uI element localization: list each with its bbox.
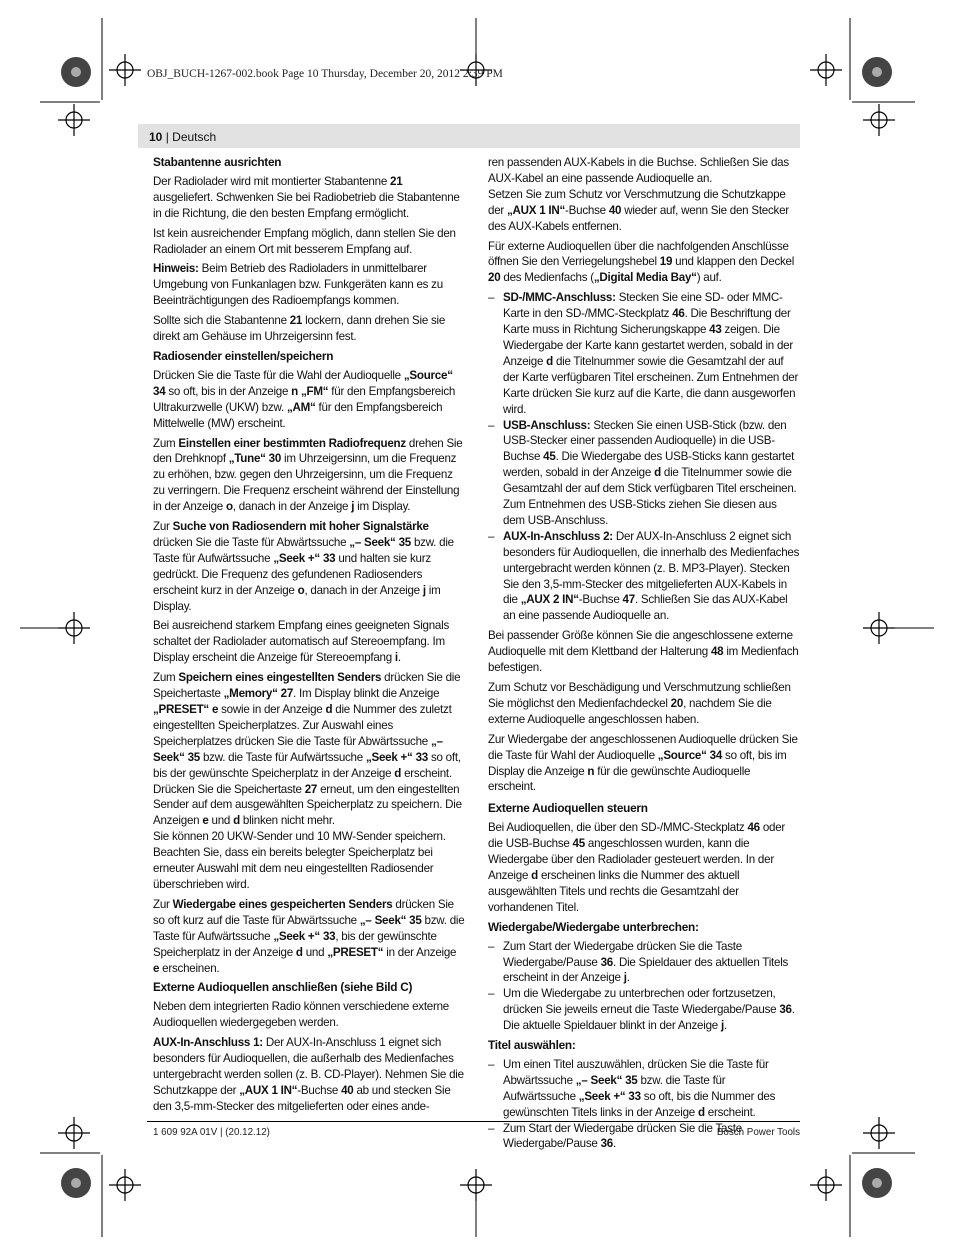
right-column — [488, 155, 800, 1156]
footer-right: Bosch Power Tools — [716, 1127, 800, 1138]
section-heading: Stabantenne ausrichten — [153, 155, 282, 169]
footer-rule — [147, 1121, 800, 1122]
list-item: – Zum Start der Wiedergabe drücken Sie die Taste Wiedergabe/Pause 36. — [488, 1121, 800, 1153]
list-item: – AUX-In-Anschluss 2: Der AUX-In-Anschluss 2 eignet sich besonders für Audioquellen, die innerhalb des Medienfaches untergebracht werden können (z. B. MP3-Player). Stecken Sie den 3,5-mm-Stecker des mitgelieferten AUX-Kabels in die „AUX 2 IN“-Buchse 47. Schließen Sie das AUX-Kabel an eine passende Audioquelle an. — [488, 529, 800, 624]
section-heading: Radiosender einstellen/speichern — [153, 348, 334, 363]
list-item: – USB-Anschluss: Stecken Sie einen USB-Stick (bzw. den USB-Stecker einer passenden Audioquelle) in die USB-Buchse 45. Die Wiedergabe des USB-Sticks kann gestartet werden, sobald in der Anzeige d die Titelnummer sowie die Gesamtzahl der auf dem Stick verfügbaren Titel erscheinen. Zum Entnehmen des USB-Sticks ziehen Sie diesen aus dem USB-Anschluss. — [488, 418, 800, 529]
page-header: 10 | Deutsch — [149, 130, 217, 144]
paragraph: Ist kein ausreichender Empfang möglich, dann stellen Sie den Radiolader an einem Ort mit besserem Empfang auf. — [153, 226, 456, 256]
list-item: – Um die Wiedergabe zu unterbrechen oder fortzusetzen, drücken Sie jeweils erneut die Taste Wiedergabe/Pause 36. Die aktuelle Spieldauer blinkt in der Anzeige j. — [488, 986, 800, 1034]
paragraph: Bei ausreichend starkem Empfang eines geeigneten Signals schaltet der Radiolader automatisch auf Stereoempfang. Im Display erscheint die Anzeige für Stereoempfang i. — [153, 619, 450, 665]
paragraph: Zum Speichern eines eingestellten Senders drücken Sie die Speichertaste „Memory“ 27. Im Display blinkt die Anzeige „PRESET“ e sowie in der Anzeige d die Nummer des zuletzt eingestellten Speicherplatzes. Zur Auswahl eines Speicherplatzes drücken Sie die Taste für Abwärtssuche „– Seek“ 35 bzw. die Taste für Aufwärtssuche „Seek +“ 33 so oft, bis der gewünschte Speicherplatz in der Anzeige d erscheint. Drücken Sie die Speichertaste 27 erneut, um den eingestellten Sender auf dem ausgewählten Speicherplatz zu speichern. Die Anzeigen e und d blinken nicht mehr. Sie können 20 UKW-Sender und 10 MW-Sender speichern. Beachten Sie, dass ein bereits belegter Speicherplatz bei erneuter Auswahl mit dem neu eingestellten Radiosender überschrieben wird. — [153, 671, 462, 891]
list-item: – Zum Start der Wiedergabe drücken Sie die Taste Wiedergabe/Pause 36. Die Spieldauer des aktuellen Titels erscheint in der Anzeige j. — [488, 939, 800, 987]
paragraph: Zur Wiedergabe eines gespeicherten Senders drücken Sie so oft kurz auf die Taste für Abwärtssuche „– Seek“ 35 bzw. die Taste für Aufwärtssuche „Seek +“ 33, bis der gewünschte Speicherplatz in der Anzeige d und „PRESET“ in der Anzeige e erscheinen. — [153, 897, 465, 975]
footer-left: 1 609 92A 01V | (20.12.12) — [153, 1127, 270, 1138]
paragraph: Bei Audioquellen, die über den SD-/MMC-Steckplatz 46 oder die USB-Buchse 45 angeschlossen wurden, kann die Wiedergabe über den Radiolader gesteuert werden. In der Anzeige d erscheinen links die Nummer des aktuell ausgewählten Titels und rechts die Gesamtzahl der vorhandenen Titel. — [488, 821, 786, 914]
paragraph: ren passenden AUX-Kabels in die Buchse. Schließen Sie das AUX-Kabel an eine passende Audioquelle an. Setzen Sie zum Schutz vor Verschmutzung die Schutzkappe der „AUX 1 IN“-Buchse 40 wieder auf, wenn Sie den Stecker des AUX-Kabels entfernen. — [488, 156, 789, 233]
paragraph: Zur Wiedergabe der angeschlossenen Audioquelle drücken Sie die Taste für Wahl der Audioquelle „Source“ 34 so oft, bis im Display die Anzeige n für die gewünschte Audioquelle erscheint. — [488, 732, 798, 794]
section-heading: Externe Audioquellen steuern — [488, 801, 648, 816]
left-column — [153, 155, 465, 1119]
paragraph: Zum Schutz vor Beschädigung und Verschmutzung schließen Sie möglichst den Medienfachdeckel 20, nachdem Sie die externe Audioquelle angeschlossen haben. — [488, 681, 791, 726]
paragraph: Zur Suche von Radiosendern mit hoher Signalstärke drücken Sie die Taste für Abwärtssuche „– Seek“ 35 bzw. die Taste für Aufwärtssuche „Seek +“ 33 und halten sie kurz gedrückt. Die Frequenz des gefundenen Radiosenders erscheint kurz in der Anzeige o, danach in der Anzeige j im Display. — [153, 520, 454, 613]
section-heading: Externe Audioquellen anschließen (siehe Bild C) — [153, 980, 413, 995]
section-heading: Titel auswählen: — [488, 1038, 576, 1053]
paragraph: Zum Einstellen einer bestimmten Radiofrequenz drehen Sie den Drehknopf „Tune“ 30 im Uhrzeigersinn, um die Frequenz zu erhöhen, bzw. gegen den Uhrzeigersinn, um die Frequenz zu verringern. Die Frequenz erscheint während der Einstellung in der Anzeige o, danach in der Anzeige j im Display. — [153, 436, 463, 514]
paragraph: Sollte sich die Stabantenne 21 lockern, dann drehen Sie sie direkt am Gehäuse im Uhrzeigersinn fest. — [153, 314, 446, 344]
list-item: – SD-/MMC-Anschluss: Stecken Sie eine SD- oder MMC-Karte in den SD-/MMC-Steckplatz 46. Die Beschriftung der Karte muss in Richtung Sicherungskappe 43 zeigen. Die Wiedergabe der Karte kann gestartet werden, sobald in der Anzeige d die Titelnummer sowie die Gesamtzahl der auf der Karte verfügbaren Titel erscheinen. Zum Entnehmen der Karte drücken Sie kurz auf die Karte, die dann ausgeworfen wird. — [488, 290, 800, 417]
list-item: – Um einen Titel auszuwählen, drücken Sie die Taste für Abwärtssuche „– Seek“ 35 bzw. die Taste für Aufwärtssuche „Seek +“ 33 so oft, bis die Nummer des gewünschten Titels links in der Anzeige d erscheint. — [488, 1057, 800, 1121]
section-name: Deutsch — [172, 130, 217, 144]
file-info-line: OBJ_BUCH-1267-002.book Page 10 Thursday, December 20, 2012 2:39 PM — [147, 68, 503, 80]
section-heading: Wiedergabe/Wiedergabe unterbrechen: — [488, 919, 699, 934]
paragraph: Für externe Audioquellen über die nachfolgenden Anschlüsse öffnen Sie den Verriegelungshebel 19 und klappen den Deckel 20 des Medienfachs („Digital Media Bay“) auf. — [488, 239, 795, 285]
paragraph: Hinweis: Beim Betrieb des Radioladers in unmittelbarer Umgebung von Funkanlagen bzw. Funkgeräten kann es zu Beeinträchtigungen des Radioempfangs kommen. — [153, 262, 443, 308]
page-number: 10 — [149, 130, 163, 144]
paragraph: Neben dem integrierten Radio können verschiedene externe Audioquellen wiedergegeben werden. — [153, 1000, 450, 1030]
paragraph: Der Radiolader wird mit montierter Stabantenne 21 ausgeliefert. Schwenken Sie bei Radiobetrieb die Stabantenne in die Richtung, die den besten Empfang ermöglicht. — [153, 174, 460, 220]
page-header-bar — [138, 124, 800, 148]
paragraph: Bei passender Größe können Sie die angeschlossene externe Audioquelle mit dem Klettband der Halterung 48 im Medienfach befestigen. — [488, 629, 799, 675]
paragraph: Drücken Sie die Taste für die Wahl der Audioquelle „Source“ 34 so oft, bis in der Anzeige n „FM“ für den Empfangsbereich Ultrakurzwelle (UKW) bzw. „AM“ für den Empfangsbereich Mittelwelle (MW) erscheint. — [153, 368, 456, 430]
paragraph: AUX-In-Anschluss 1: Der AUX-In-Anschluss 1 eignet sich besonders für Audioquellen, die außerhalb des Medienfaches untergebracht werden sollen (z. B. CD-Player). Nehmen Sie die Schutzkappe der „AUX 1 IN“-Buchse 40 ab und stecken Sie den 3,5-mm-Stecker des mitgelieferten oder eines ande- — [153, 1036, 464, 1113]
